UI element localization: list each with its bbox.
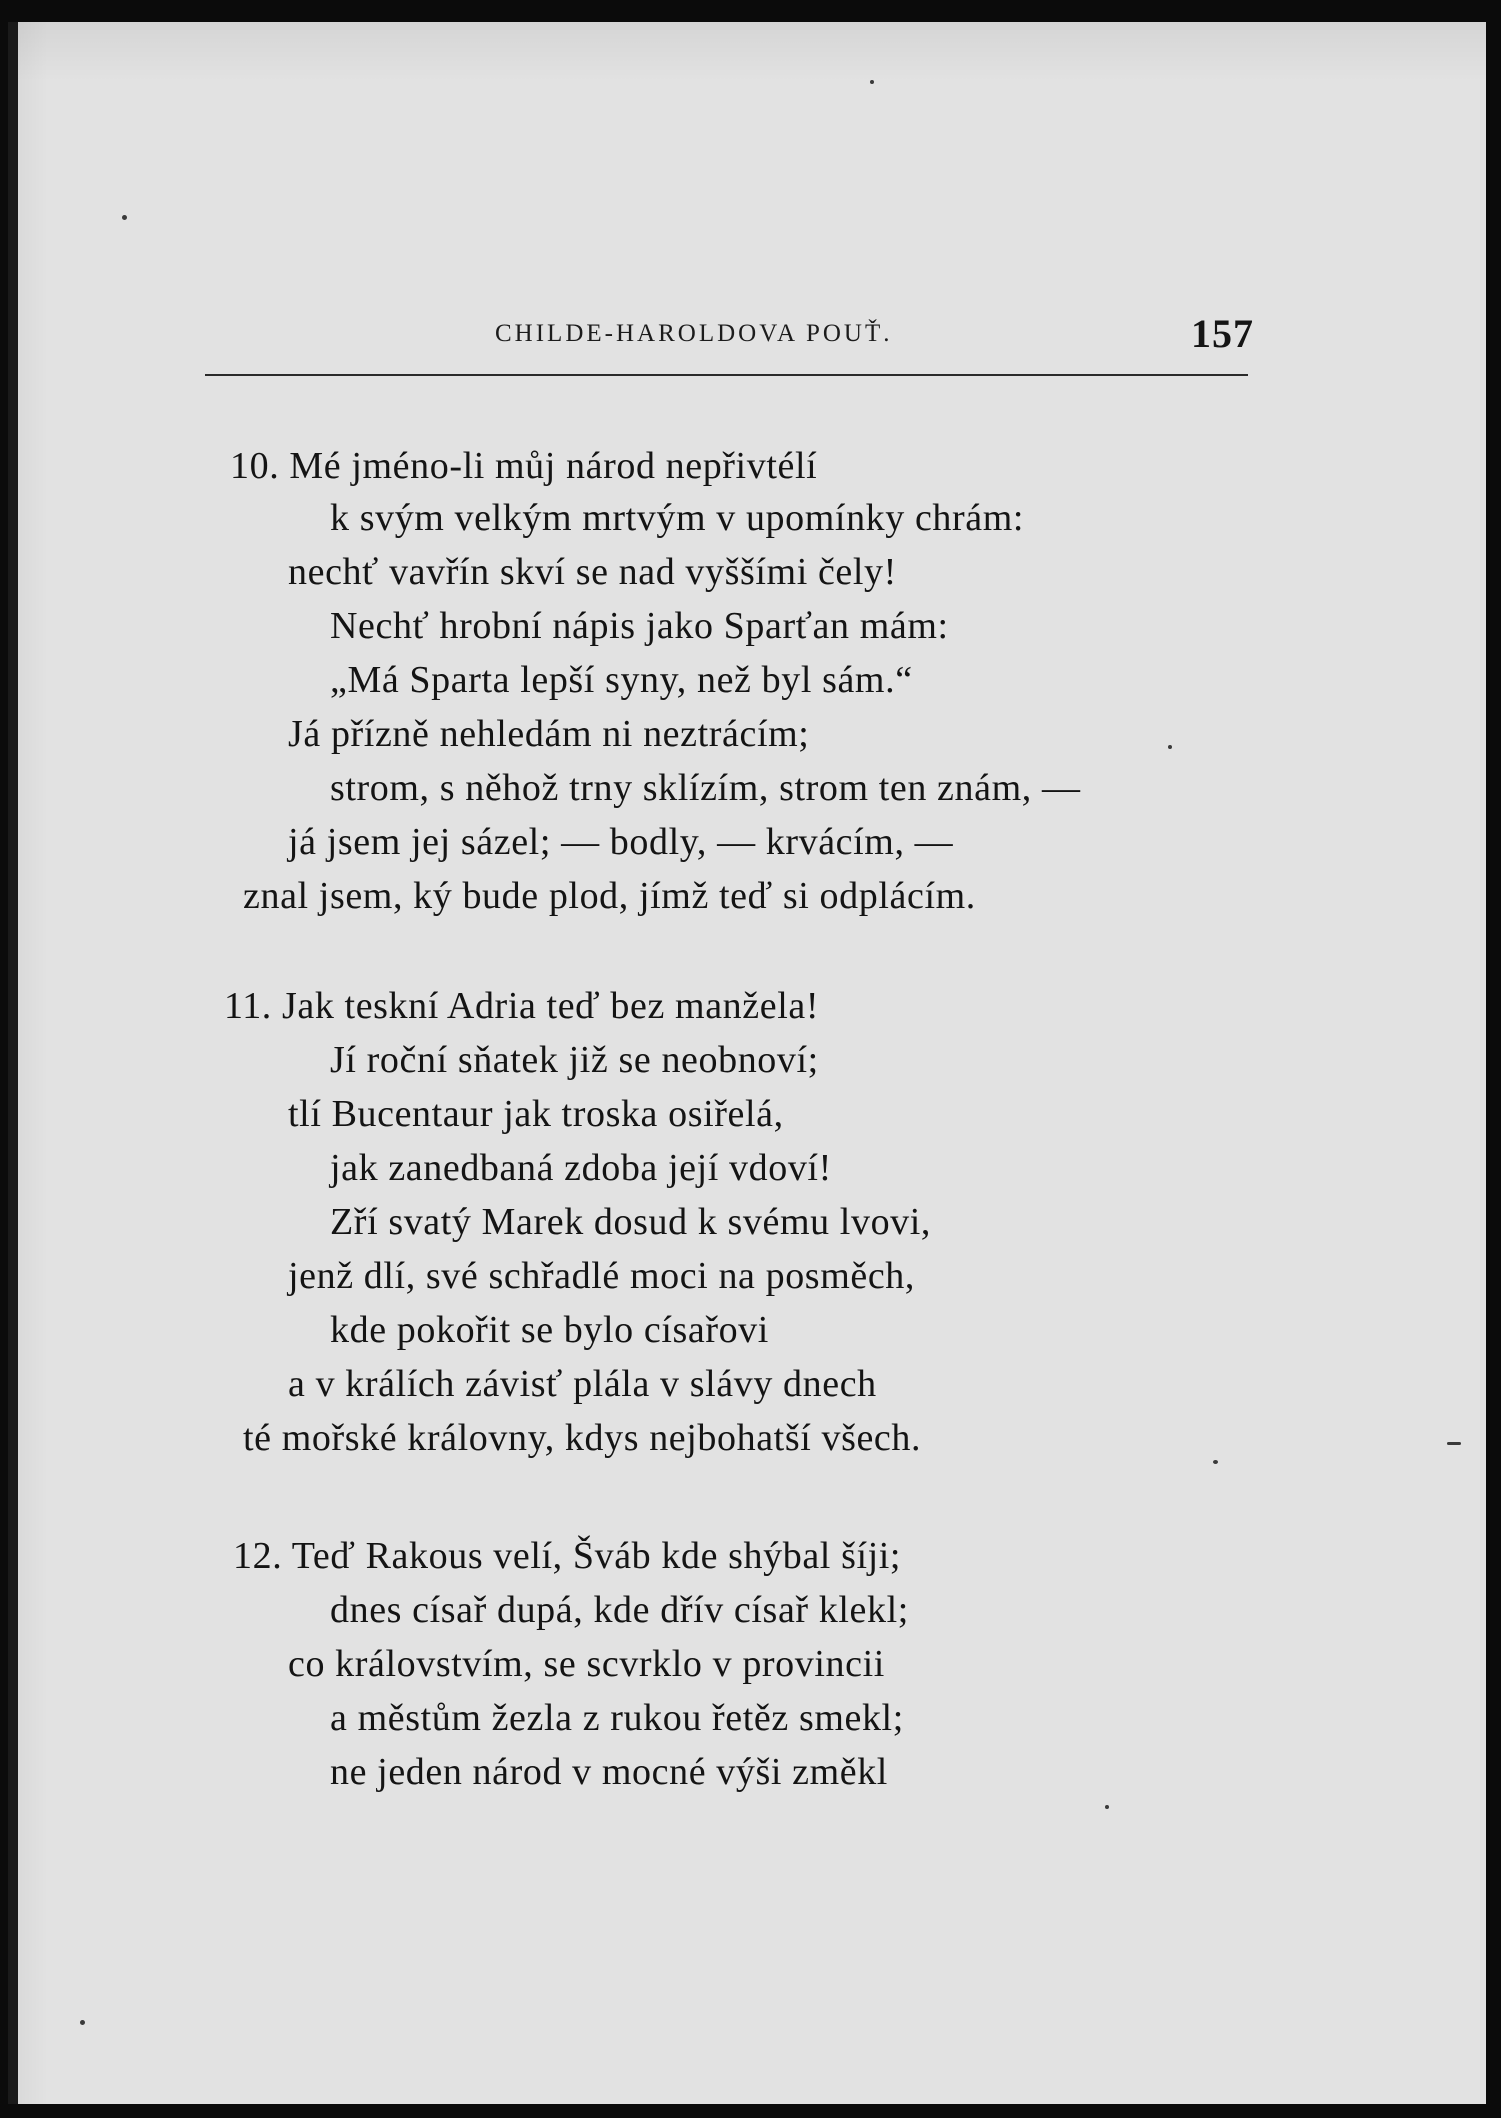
verse-line: strom, s něhož trny sklízím, strom ten znám, —	[330, 767, 1081, 809]
verse-line: Já přízně nehledám ni neztrácím;	[288, 713, 810, 755]
verse-line: Zří svatý Marek dosud k svému lvovi,	[330, 1201, 932, 1243]
scan-speck	[122, 215, 127, 220]
verse-line: k svým velkým mrtvým v upomínky chrám:	[330, 497, 1025, 539]
scan-speck	[80, 2020, 85, 2025]
verse-line: 12. Teď Rakous velí, Šváb kde shýbal šíji;	[233, 1535, 902, 1577]
page-edge-shadow	[8, 22, 18, 2104]
verse-line: 10. Mé jméno-li můj národ nepřivtélí	[230, 445, 818, 487]
verse-line: 11. Jak teskní Adria teď bez manžela!	[224, 985, 820, 1027]
scan-speck	[1447, 1442, 1461, 1445]
page-number: 157	[1191, 311, 1254, 356]
verse-line: Jí roční sňatek již se neobnoví;	[330, 1039, 819, 1081]
verse-line: znal jsem, ký bude plod, jímž teď si odplácím.	[243, 875, 976, 917]
scan-speck	[870, 80, 874, 84]
verse-line: Nechť hrobní nápis jako Sparťan mám:	[330, 605, 949, 647]
verse-line: kde pokořit se bylo císařovi	[330, 1309, 769, 1351]
verse-line: té mořské královny, kdys nejbohatší všech.	[243, 1417, 922, 1459]
verse-line: tlí Bucentaur jak troska osiřelá,	[288, 1093, 784, 1135]
verse-line: dnes císař dupá, kde dřív císař klekl;	[330, 1589, 909, 1631]
verse-line: a v králích závisť plála v slávy dnech	[288, 1363, 877, 1405]
header-rule	[205, 374, 1248, 376]
verse-line: „Má Sparta lepší syny, než byl sám.“	[330, 659, 913, 701]
verse-line: já jsem jej sázel; — bodly, — krvácím, —	[288, 821, 954, 863]
scan-speck	[1105, 1805, 1109, 1809]
verse-line: a městům žezla z rukou řetěz smekl;	[330, 1697, 904, 1739]
verse-line: nechť vavřín skví se nad vyššími čely!	[288, 551, 897, 593]
scan-speck	[1168, 745, 1172, 749]
verse-line: co královstvím, se scvrklo v provincii	[288, 1643, 885, 1685]
verse-line: jak zanedbaná zdoba její vdoví!	[330, 1147, 832, 1189]
running-title: CHILDE-HAROLDOVA POUŤ.	[495, 320, 893, 347]
verse-line: jenž dlí, své schřadlé moci na posměch,	[288, 1255, 915, 1297]
scan-speck	[1213, 1460, 1218, 1464]
verse-line: ne jeden národ v mocné výši změkl	[330, 1751, 888, 1793]
